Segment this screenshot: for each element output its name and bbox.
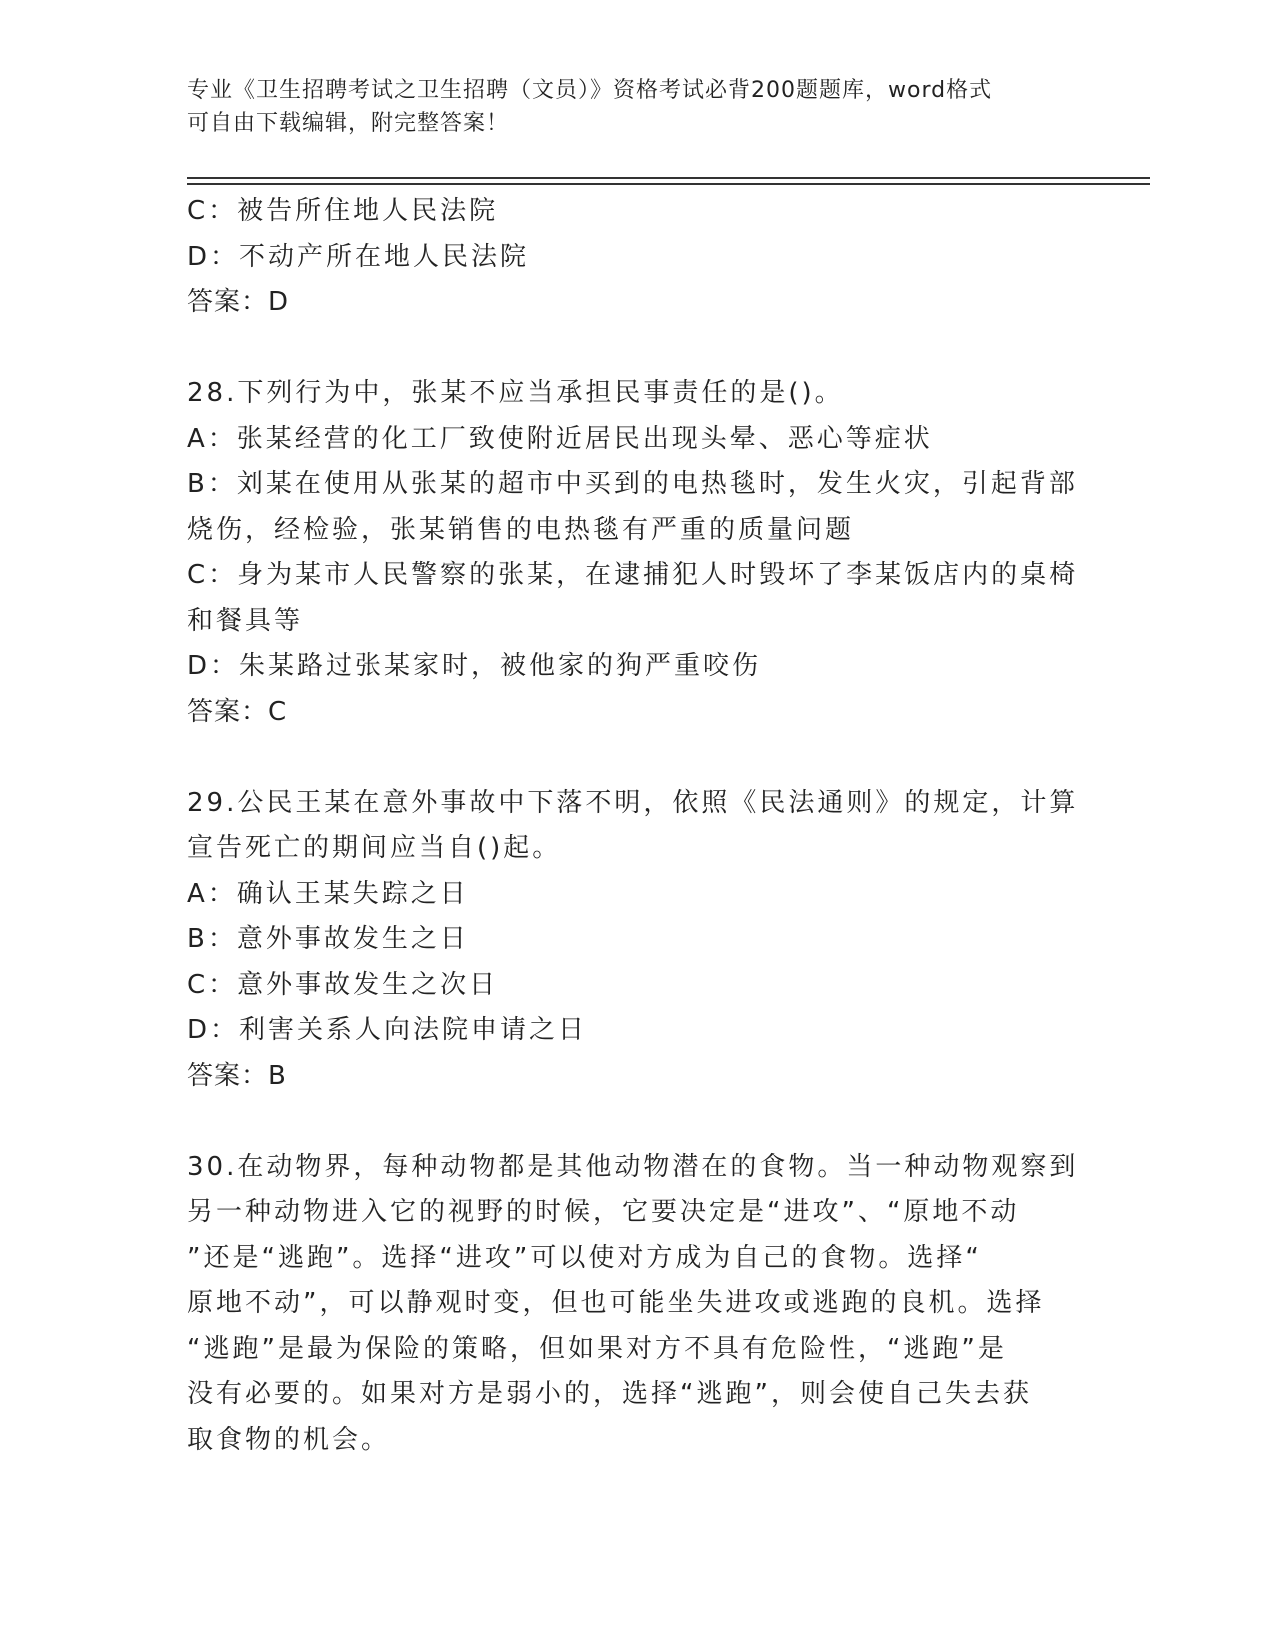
question-stem: 28.下列行为中，张某不应当承担民事责任的是()。 <box>187 378 844 408</box>
option-b-line-1: B：刘某在使用从张某的超市中买到的电热毯时，发生火灾，引起背部 <box>187 469 1078 499</box>
option-d: D：利害关系人向法院申请之日 <box>187 1015 588 1045</box>
header-title-line-1: 专业《卫生招聘考试之卫生招聘（文员）》资格考试必背200题题库，word格式 <box>187 78 993 103</box>
option-b-line-2: 烧伤，经检验，张某销售的电热毯有严重的质量问题 <box>187 514 855 545</box>
question-list <box>187 189 1087 1463</box>
option-c: C：被告所住地人民法院 <box>187 196 499 226</box>
option-d: D：不动产所在地人民法院 <box>187 241 530 272</box>
question-stem-line-6: 没有必要的。如果对方是弱小的，选择“逃跑”，则会使自己失去获 <box>187 1379 1032 1409</box>
option-c-line-1: C：身为某市人民警察的张某，在逮捕犯人时毁坏了李某饭店内的桌椅 <box>187 560 1079 590</box>
answer: 答案：D <box>187 287 290 317</box>
question-stem-line-5: “逃跑”是最为保险的策略，但如果对方不具有危险性，“逃跑”是 <box>187 1333 1007 1364</box>
question-stem-line-2: 宣告死亡的期间应当自()起。 <box>187 833 562 863</box>
option-a: A：张某经营的化工厂致使附近居民出现头晕、恶心等症状 <box>187 423 933 454</box>
question-stem-line-7: 取食物的机会。 <box>187 1424 391 1455</box>
spacer <box>187 1099 1087 1145</box>
question-27 <box>187 189 1087 326</box>
document-header <box>187 74 1067 140</box>
question-28 <box>187 371 1087 735</box>
answer: 答案：C <box>187 696 288 727</box>
question-29 <box>187 781 1087 1100</box>
question-stem-line-1: 30.在动物界，每种动物都是其他动物潜在的食物。当一种动物观察到 <box>187 1151 1079 1182</box>
spacer <box>187 735 1087 781</box>
question-stem-line-1: 29.公民王某在意外事故中下落不明，依照《民法通则》的规定，计算 <box>187 787 1079 818</box>
option-c: C：意外事故发生之次日 <box>187 969 499 1000</box>
option-a: A：确认王某失踪之日 <box>187 878 469 909</box>
question-stem-line-3: ”还是“逃跑”。选择“进攻”可以使对方成为自己的食物。选择“ <box>187 1242 982 1273</box>
question-30 <box>187 1145 1087 1464</box>
option-d: D：朱某路过张某家时，被他家的狗严重咬伤 <box>187 651 762 681</box>
header-divider-top <box>187 177 1150 179</box>
option-b: B：意外事故发生之日 <box>187 924 469 954</box>
question-stem-line-2: 另一种动物进入它的视野的时候，它要决定是“进攻”、“原地不动 <box>187 1197 1020 1227</box>
answer: 答案：B <box>187 1060 287 1091</box>
option-c-line-2: 和餐具等 <box>187 605 304 636</box>
question-stem-line-4: 原地不动”，可以静观时变，但也可能坐失进攻或逃跑的良机。选择 <box>187 1288 1045 1318</box>
header-divider-bottom <box>187 183 1150 185</box>
header-title-line-2: 可自由下载编辑，附完整答案！ <box>187 111 510 136</box>
spacer <box>187 326 1087 372</box>
